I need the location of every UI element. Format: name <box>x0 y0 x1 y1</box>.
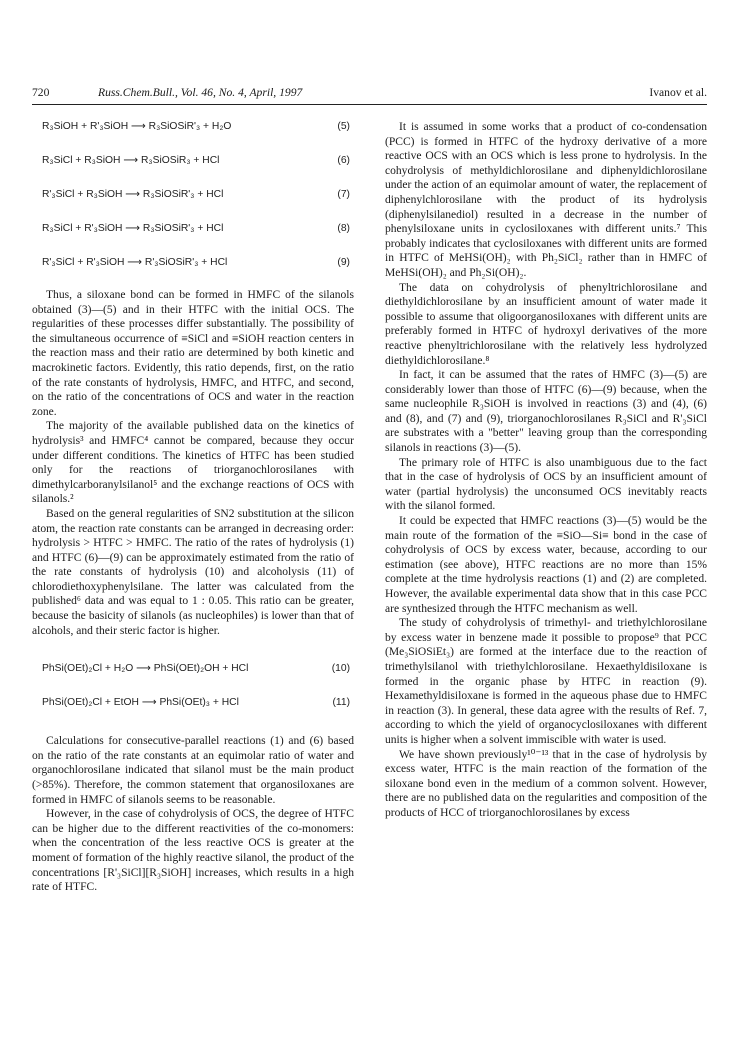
journal-citation: Russ.Chem.Bull., Vol. 46, No. 4, April, 1997 <box>98 86 303 99</box>
equation-number: (11) <box>332 697 350 709</box>
equation-5 <box>32 120 354 134</box>
running-authors: Ivanov et al. <box>649 86 707 99</box>
equation-11 <box>32 696 354 710</box>
running-header <box>32 86 707 102</box>
right-column <box>385 120 707 821</box>
equation-10 <box>32 662 354 676</box>
body-paragraph: The majority of the available published data on the kinetics of hydrolysis³ and HMFC⁴ cannot be compared, because they occur under different conditions. The kinetics of HTFC has been studied only for the reactions of triorganochlorosilanes with dimethylcarboranylsilanol⁵ and the exchange reactions of OCS with silanols.² <box>32 420 354 506</box>
equation-8 <box>32 222 354 236</box>
equation-expression: R'₃SiCl + R'₃SiOH ⟶ R'₃SiOSiR'₃ + HCl <box>42 257 228 268</box>
body-paragraph: However, in the case of cohydrolysis of OCS, the degree of HTFC can be higher due to the different reactivities of the co-monomers: when the concentration of the less reactive OCS is greater at the moment of formation of the highly reactive silanol, the product of the concentrations [R'₃SiCl][R₃SiOH] increases, which results in a high rate of HTFC. <box>32 808 354 894</box>
body-paragraph: Based on the general regularities of SN2 substitution at the silicon atom, the reaction rate constants can be arranged in decreasing order: hydrolysis > HTFC > HMFC. The ratio of the rates of hydrolysis (1) and HTFC (6)—(9) can be approximately estimated from the ratio of the rate constants of hydrolysis (10) and alcoholysis (11) of chlorodiethoxyphenylsilane. The latter was calculated from the published⁶ data and was equal to 1 : 0.05. This ratio can be greater, because the basicity of silanols (as nucleophiles) is lower than that of alcohols, and their steric factor is higher. <box>32 507 354 637</box>
equation-expression: R₃SiCl + R'₃SiOH ⟶ R₃SiOSiR'₃ + HCl <box>42 223 224 234</box>
equation-number: (8) <box>337 223 350 234</box>
body-paragraph: In fact, it can be assumed that the rates of HMFC (3)—(5) are considerably lower than those of HTFC (6)—(9) because, when the same nucleophile R₃SiOH is involved in reactions (3) and (4), (6) and (8), and (7) and (9), triorganochlorosilanes R₃SiCl and R'₃SiCl are substrates with a "better" leaving group than the corresponding silanols in reactions (3)—(5). <box>385 369 707 455</box>
body-paragraph: We have shown previously¹⁰⁻¹³ that in the case of hydrolysis by excess water, HTFC is the main reaction of the formation of the siloxane bond even in the medium of a common solvent. However, there are no published data on the regularities and composition of the products of HCC of triorganochlorosilanes by excess <box>385 748 707 819</box>
equation-number: (10) <box>331 663 350 675</box>
equation-number: (9) <box>337 257 350 268</box>
body-paragraph: Thus, a siloxane bond can be formed in HMFC of the silanols obtained (3)—(5) and in their HTFC with the initial OCS. The regularities of these processes differ substantially. The possibility of the simultaneous occurrence of ≡SiCl and ≡SiOH reaction centers in the reaction mass and their ratio are determined by both kinetic and macrokinetic factors. Evidently, this ratio depends, first, on the ratio of the rate constants of hydrolysis, HMFC, and HTFC, and second, on the ratio of the concentrations of OCS and water in the reaction zone. <box>32 289 354 418</box>
equation-expression: R'₃SiCl + R₃SiOH ⟶ R₃SiOSiR'₃ + HCl <box>42 189 224 200</box>
equation-9 <box>32 256 354 270</box>
equation-expression: PhSi(OEt)₂Cl + H₂O ⟶ PhSi(OEt)₂OH + HCl <box>42 663 249 675</box>
page-number: 720 <box>32 86 50 99</box>
body-paragraph: The study of cohydrolysis of trimethyl- and triethylchlorosilane by excess water in benzene made it possible to propose⁹ that PCC (Me₃SiOSiEt₃) are formed at the interface due to the reaction of trimethylsilanol with triethylchlorosilane. Hexaethyldisiloxane is formed in the organic phase by HTFC in reaction (9). Hexamethyldisiloxane is formed in the aqueous phase due to HMFC in reaction (3). In general, these data agree with the results of Ref. 7, according to which the yield of organocyclosiloxanes with different units is higher when a solvent immiscible with water is used. <box>385 617 707 746</box>
body-paragraph: Calculations for consecutive-parallel reactions (1) and (6) based on the ratio of the rate constants at an equimolar ratio of water and organochlorosilane indicated that silanol must be the main product (>85%). Therefore, the common statement that organosiloxanes are formed in HMFC of silanols seems to be reasonable. <box>32 735 354 806</box>
equation-7 <box>32 188 354 202</box>
equation-number: (5) <box>337 121 350 132</box>
equation-number: (6) <box>337 155 350 166</box>
equation-expression: R₃SiCl + R₃SiOH ⟶ R₃SiOSiR₃ + HCl <box>42 155 220 166</box>
left-column <box>32 120 354 895</box>
equation-number: (7) <box>337 189 350 200</box>
header-rule <box>32 104 707 105</box>
equation-expression: PhSi(OEt)₂Cl + EtOH ⟶ PhSi(OEt)₃ + HCl <box>42 697 239 709</box>
body-paragraph: The data on cohydrolysis of phenyltrichlorosilane and diethyldichlorosilane by an insufficient amount of water made it possible to assume that oligoorganosiloxanes with different units are preferably formed in HTFC of hydroxyl derivatives of the more reactive phenyltrichlorosilane with the relatively less hydrolyzed diethyldichlorosilane.⁸ <box>385 281 707 367</box>
body-paragraph: The primary role of HTFC is also unambiguous due to the fact that in the case of hydrolysis of OCS by an insufficient amount of water (partial hydrolysis) the unconsumed OCS inevitably reacts with the silanol formed. <box>385 456 707 513</box>
body-paragraph: It is assumed in some works that a product of co-condensation (PCC) is formed in HTFC of the hydroxy derivative of a more reactive OCS with an OCS which is less prone to hydrolysis. In the cohydrolysis of methyldichlorosilane and diphenyldichlorosilane under the action of an equimolar amount of water, the replacement of diphenylchlorosilane with the product of its hydrolysis (diphenylsilanediol) resulted in a decrease in the number of phenylsiloxane units in cyclosiloxanes with different units.⁷ This probably indicates that cyclosiloxanes with different units are formed in HTFC of MeHSi(OH)₂ with Ph₂SiCl₂ rather than in HMFC of MeHSi(OH)₂ and Ph₂Si(OH)₂. <box>385 121 707 279</box>
equation-6 <box>32 154 354 168</box>
body-paragraph: It could be expected that HMFC reactions (3)—(5) would be the main route of the formation of the ≡SiO—Si≡ bond in the case of cohydrolysis of OCS by excess water, because, according to our estimation (see above), HTFC reactions are no more than 15% complete at the time hydrolysis reactions (1) and (2) are completed. However, the available experimental data show that in this case PCC are synthesized through the HTFC mechanism as well. <box>385 515 707 615</box>
equation-expression: R₃SiOH + R'₃SiOH ⟶ R₃SiOSiR'₃ + H₂O <box>42 121 232 132</box>
